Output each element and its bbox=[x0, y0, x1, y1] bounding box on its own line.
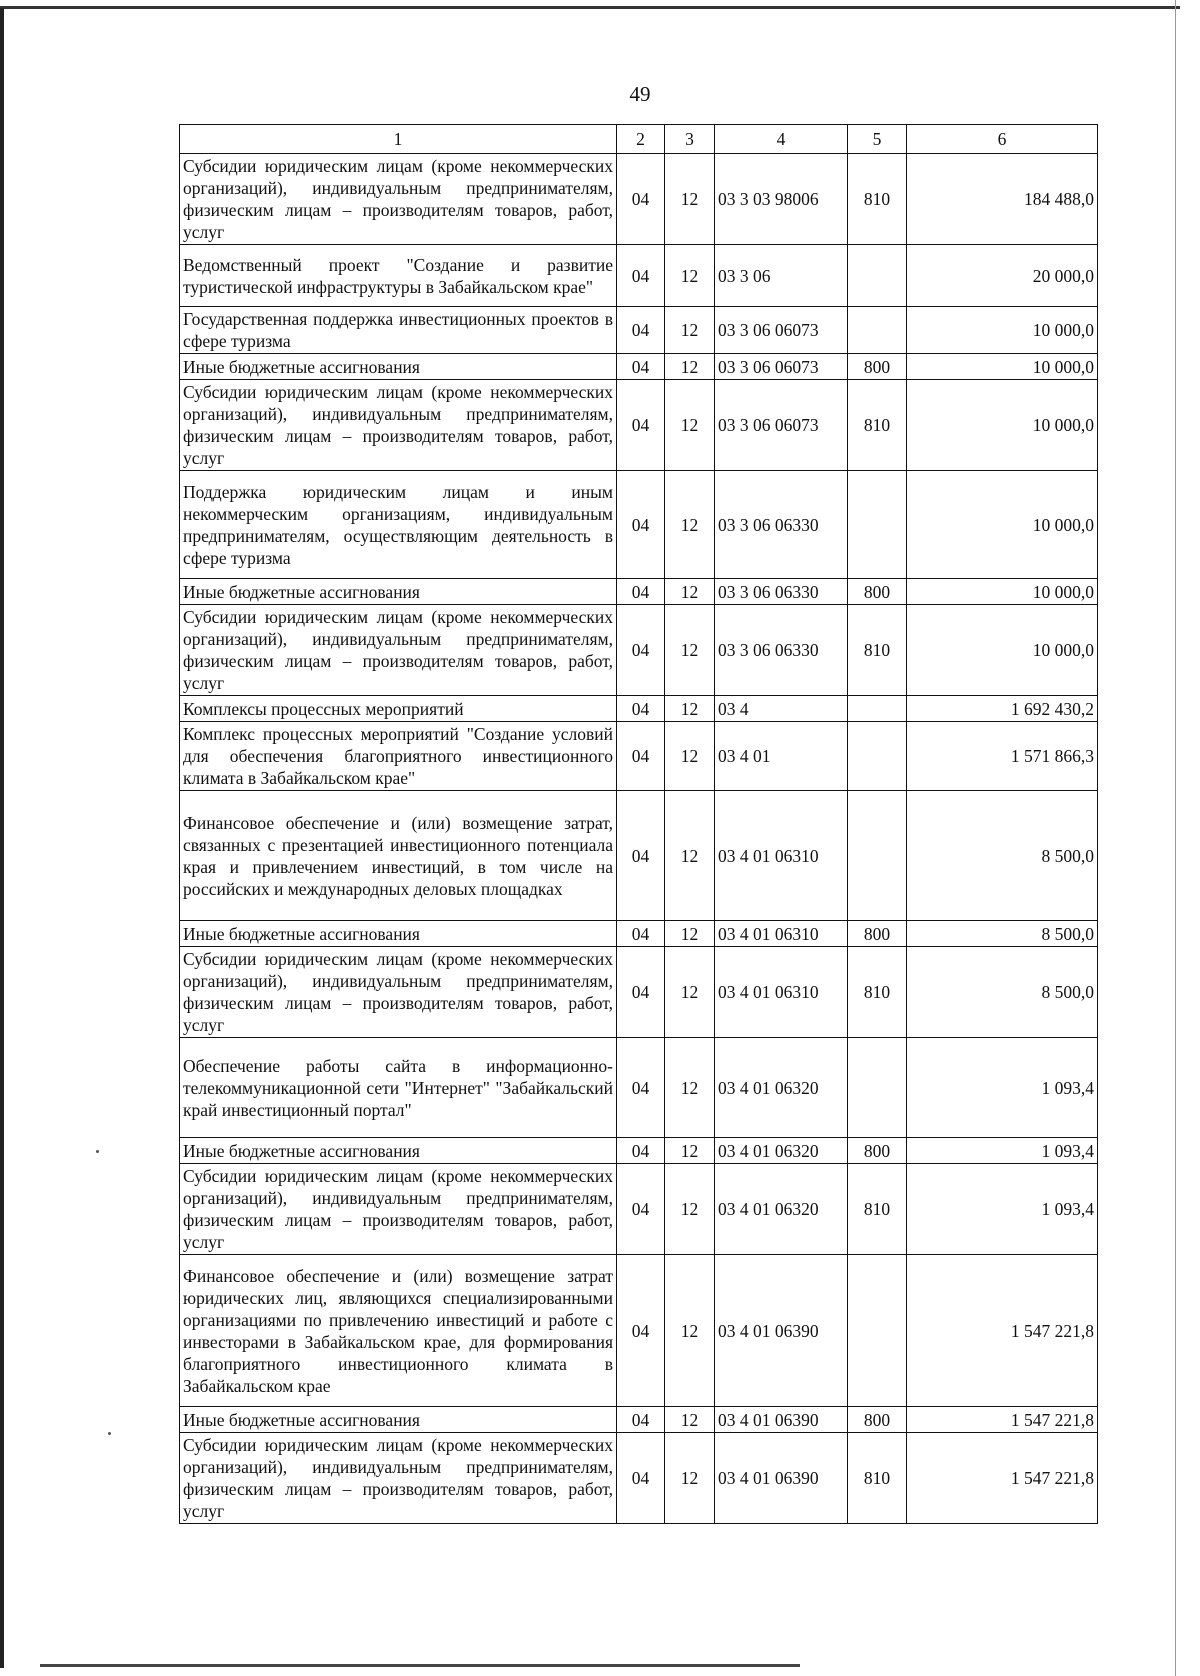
column-header: 1 bbox=[180, 125, 617, 154]
table-body bbox=[180, 154, 1098, 1524]
expense-type-cell bbox=[848, 1255, 907, 1407]
target-article-cell: 03 3 06 06330 bbox=[715, 605, 848, 696]
subsection-code-cell: 12 bbox=[665, 1255, 715, 1407]
section-code-cell: 04 bbox=[617, 1138, 665, 1164]
subsection-code-cell: 12 bbox=[665, 947, 715, 1038]
table-row bbox=[180, 154, 1098, 245]
row-name-cell: Финансовое обеспечение и (или) возмещение затрат юридических лиц, являющихся специализированными организациями по привлечению инвестиций и работе с инвесторами в Забайкальском крае, для формирования благоприятного инвестиционного климата в Забайкальском крае bbox=[180, 1255, 617, 1407]
amount-cell: 8 500,0 bbox=[907, 921, 1098, 947]
target-article-cell: 03 4 01 06310 bbox=[715, 791, 848, 921]
target-article-cell: 03 4 01 06320 bbox=[715, 1138, 848, 1164]
section-code-cell: 04 bbox=[617, 245, 665, 307]
amount-cell: 10 000,0 bbox=[907, 471, 1098, 579]
subsection-code-cell: 12 bbox=[665, 154, 715, 245]
target-article-cell: 03 4 01 06390 bbox=[715, 1407, 848, 1433]
target-article-cell: 03 4 01 bbox=[715, 722, 848, 791]
expense-type-cell bbox=[848, 471, 907, 579]
expense-type-cell bbox=[848, 696, 907, 722]
target-article-cell: 03 4 01 06390 bbox=[715, 1255, 848, 1407]
expense-type-cell bbox=[848, 791, 907, 921]
subsection-code-cell: 12 bbox=[665, 696, 715, 722]
section-code-cell: 04 bbox=[617, 1407, 665, 1433]
scan-border-left bbox=[0, 8, 4, 1668]
column-header: 5 bbox=[848, 125, 907, 154]
expense-type-cell: 810 bbox=[848, 380, 907, 471]
row-name-cell: Иные бюджетные ассигнования bbox=[180, 921, 617, 947]
target-article-cell: 03 4 01 06320 bbox=[715, 1164, 848, 1255]
row-name-cell: Финансовое обеспечение и (или) возмещение затрат, связанных с презентацией инвестиционного потенциала края и привлечением инвестиций, в том числе на российских и международных деловых площадках bbox=[180, 791, 617, 921]
table-row bbox=[180, 1164, 1098, 1255]
section-code-cell: 04 bbox=[617, 947, 665, 1038]
subsection-code-cell: 12 bbox=[665, 1164, 715, 1255]
section-code-cell: 04 bbox=[617, 579, 665, 605]
subsection-code-cell: 12 bbox=[665, 921, 715, 947]
expense-type-cell bbox=[848, 307, 907, 354]
table-row bbox=[180, 354, 1098, 380]
target-article-cell: 03 3 06 06073 bbox=[715, 354, 848, 380]
subsection-code-cell: 12 bbox=[665, 471, 715, 579]
amount-cell: 1 093,4 bbox=[907, 1138, 1098, 1164]
subsection-code-cell: 12 bbox=[665, 605, 715, 696]
section-code-cell: 04 bbox=[617, 354, 665, 380]
table-row bbox=[180, 245, 1098, 307]
row-name-cell: Субсидии юридическим лицам (кроме некоммерческих организаций), индивидуальным предпринимателям, физическим лицам – производителям товаров, работ, услуг bbox=[180, 947, 617, 1038]
table-row bbox=[180, 1038, 1098, 1138]
amount-cell: 10 000,0 bbox=[907, 605, 1098, 696]
section-code-cell: 04 bbox=[617, 722, 665, 791]
table-row bbox=[180, 380, 1098, 471]
column-header: 2 bbox=[617, 125, 665, 154]
expense-type-cell bbox=[848, 245, 907, 307]
row-name-cell: Обеспечение работы сайта в информационно-телекоммуникационной сети "Интернет" "Забайкальский край инвестиционный портал" bbox=[180, 1038, 617, 1138]
expense-type-cell: 800 bbox=[848, 1138, 907, 1164]
expense-type-cell: 810 bbox=[848, 947, 907, 1038]
amount-cell: 1 547 221,8 bbox=[907, 1407, 1098, 1433]
table-row bbox=[180, 1433, 1098, 1524]
target-article-cell: 03 4 01 06310 bbox=[715, 921, 848, 947]
table-row bbox=[180, 1255, 1098, 1407]
row-name-cell: Субсидии юридическим лицам (кроме некоммерческих организаций), индивидуальным предпринимателям, физическим лицам – производителям товаров, работ, услуг bbox=[180, 1164, 617, 1255]
table-row bbox=[180, 307, 1098, 354]
section-code-cell: 04 bbox=[617, 605, 665, 696]
expense-type-cell: 810 bbox=[848, 605, 907, 696]
target-article-cell: 03 3 03 98006 bbox=[715, 154, 848, 245]
subsection-code-cell: 12 bbox=[665, 307, 715, 354]
subsection-code-cell: 12 bbox=[665, 722, 715, 791]
table-row bbox=[180, 579, 1098, 605]
amount-cell: 20 000,0 bbox=[907, 245, 1098, 307]
row-name-cell: Субсидии юридическим лицам (кроме некоммерческих организаций), индивидуальным предпринимателям, физическим лицам – производителям товаров, работ, услуг bbox=[180, 154, 617, 245]
expense-type-cell: 800 bbox=[848, 1407, 907, 1433]
row-name-cell: Иные бюджетные ассигнования bbox=[180, 579, 617, 605]
budget-table bbox=[179, 124, 1098, 1524]
section-code-cell: 04 bbox=[617, 1038, 665, 1138]
amount-cell: 10 000,0 bbox=[907, 354, 1098, 380]
section-code-cell: 04 bbox=[617, 471, 665, 579]
subsection-code-cell: 12 bbox=[665, 354, 715, 380]
table-row bbox=[180, 1407, 1098, 1433]
amount-cell: 10 000,0 bbox=[907, 307, 1098, 354]
subsection-code-cell: 12 bbox=[665, 1407, 715, 1433]
expense-type-cell: 800 bbox=[848, 921, 907, 947]
scan-border-bottom bbox=[40, 1664, 800, 1667]
target-article-cell: 03 4 01 06390 bbox=[715, 1433, 848, 1524]
expense-type-cell: 810 bbox=[848, 154, 907, 245]
section-code-cell: 04 bbox=[617, 307, 665, 354]
amount-cell: 184 488,0 bbox=[907, 154, 1098, 245]
target-article-cell: 03 3 06 bbox=[715, 245, 848, 307]
expense-type-cell bbox=[848, 1038, 907, 1138]
subsection-code-cell: 12 bbox=[665, 380, 715, 471]
table-row bbox=[180, 471, 1098, 579]
amount-cell: 1 692 430,2 bbox=[907, 696, 1098, 722]
scan-border-right bbox=[1175, 0, 1176, 1676]
page-number: 49 bbox=[629, 82, 651, 106]
target-article-cell: 03 3 06 06330 bbox=[715, 471, 848, 579]
target-article-cell: 03 4 01 06310 bbox=[715, 947, 848, 1038]
table-row bbox=[180, 947, 1098, 1038]
table-row bbox=[180, 696, 1098, 722]
target-article-cell: 03 3 06 06330 bbox=[715, 579, 848, 605]
section-code-cell: 04 bbox=[617, 1164, 665, 1255]
scan-speck bbox=[96, 1150, 99, 1153]
row-name-cell: Субсидии юридическим лицам (кроме некоммерческих организаций), индивидуальным предпринимателям, физическим лицам – производителям товаров, работ, услуг bbox=[180, 1433, 617, 1524]
section-code-cell: 04 bbox=[617, 791, 665, 921]
amount-cell: 1 571 866,3 bbox=[907, 722, 1098, 791]
amount-cell: 1 547 221,8 bbox=[907, 1255, 1098, 1407]
row-name-cell: Субсидии юридическим лицам (кроме некоммерческих организаций), индивидуальным предпринимателям, физическим лицам – производителям товаров, работ, услуг bbox=[180, 605, 617, 696]
table-row bbox=[180, 1138, 1098, 1164]
column-header: 6 bbox=[907, 125, 1098, 154]
row-name-cell: Комплекс процессных мероприятий "Создание условий для обеспечения благоприятного инвестиционного климата в Забайкальском крае" bbox=[180, 722, 617, 791]
table-row bbox=[180, 921, 1098, 947]
target-article-cell: 03 4 bbox=[715, 696, 848, 722]
subsection-code-cell: 12 bbox=[665, 791, 715, 921]
amount-cell: 1 093,4 bbox=[907, 1164, 1098, 1255]
amount-cell: 10 000,0 bbox=[907, 579, 1098, 605]
amount-cell: 10 000,0 bbox=[907, 380, 1098, 471]
target-article-cell: 03 4 01 06320 bbox=[715, 1038, 848, 1138]
amount-cell: 8 500,0 bbox=[907, 791, 1098, 921]
column-header: 3 bbox=[665, 125, 715, 154]
row-name-cell: Иные бюджетные ассигнования bbox=[180, 1407, 617, 1433]
target-article-cell: 03 3 06 06073 bbox=[715, 380, 848, 471]
row-name-cell: Государственная поддержка инвестиционных проектов в сфере туризма bbox=[180, 307, 617, 354]
subsection-code-cell: 12 bbox=[665, 1138, 715, 1164]
amount-cell: 1 547 221,8 bbox=[907, 1433, 1098, 1524]
section-code-cell: 04 bbox=[617, 1255, 665, 1407]
section-code-cell: 04 bbox=[617, 154, 665, 245]
expense-type-cell: 810 bbox=[848, 1164, 907, 1255]
table-row bbox=[180, 791, 1098, 921]
target-article-cell: 03 3 06 06073 bbox=[715, 307, 848, 354]
amount-cell: 1 093,4 bbox=[907, 1038, 1098, 1138]
subsection-code-cell: 12 bbox=[665, 1433, 715, 1524]
subsection-code-cell: 12 bbox=[665, 245, 715, 307]
expense-type-cell: 810 bbox=[848, 1433, 907, 1524]
expense-type-cell: 800 bbox=[848, 579, 907, 605]
table-row bbox=[180, 605, 1098, 696]
row-name-cell: Комплексы процессных мероприятий bbox=[180, 696, 617, 722]
section-code-cell: 04 bbox=[617, 696, 665, 722]
subsection-code-cell: 12 bbox=[665, 1038, 715, 1138]
amount-cell: 8 500,0 bbox=[907, 947, 1098, 1038]
scan-border-top bbox=[0, 6, 1180, 9]
scan-speck bbox=[108, 1432, 111, 1435]
section-code-cell: 04 bbox=[617, 380, 665, 471]
row-name-cell: Иные бюджетные ассигнования bbox=[180, 354, 617, 380]
column-header: 4 bbox=[715, 125, 848, 154]
row-name-cell: Иные бюджетные ассигнования bbox=[180, 1138, 617, 1164]
row-name-cell: Поддержка юридическим лицам и иным некоммерческим организациям, индивидуальным предпринимателям, осуществляющим деятельность в сфере туризма bbox=[180, 471, 617, 579]
expense-type-cell bbox=[848, 722, 907, 791]
section-code-cell: 04 bbox=[617, 921, 665, 947]
row-name-cell: Субсидии юридическим лицам (кроме некоммерческих организаций), индивидуальным предпринимателям, физическим лицам – производителям товаров, работ, услуг bbox=[180, 380, 617, 471]
section-code-cell: 04 bbox=[617, 1433, 665, 1524]
expense-type-cell: 800 bbox=[848, 354, 907, 380]
row-name-cell: Ведомственный проект "Создание и развитие туристической инфраструктуры в Забайкальском крае" bbox=[180, 245, 617, 307]
table-row bbox=[180, 722, 1098, 791]
table-header-row bbox=[180, 125, 1098, 154]
subsection-code-cell: 12 bbox=[665, 579, 715, 605]
